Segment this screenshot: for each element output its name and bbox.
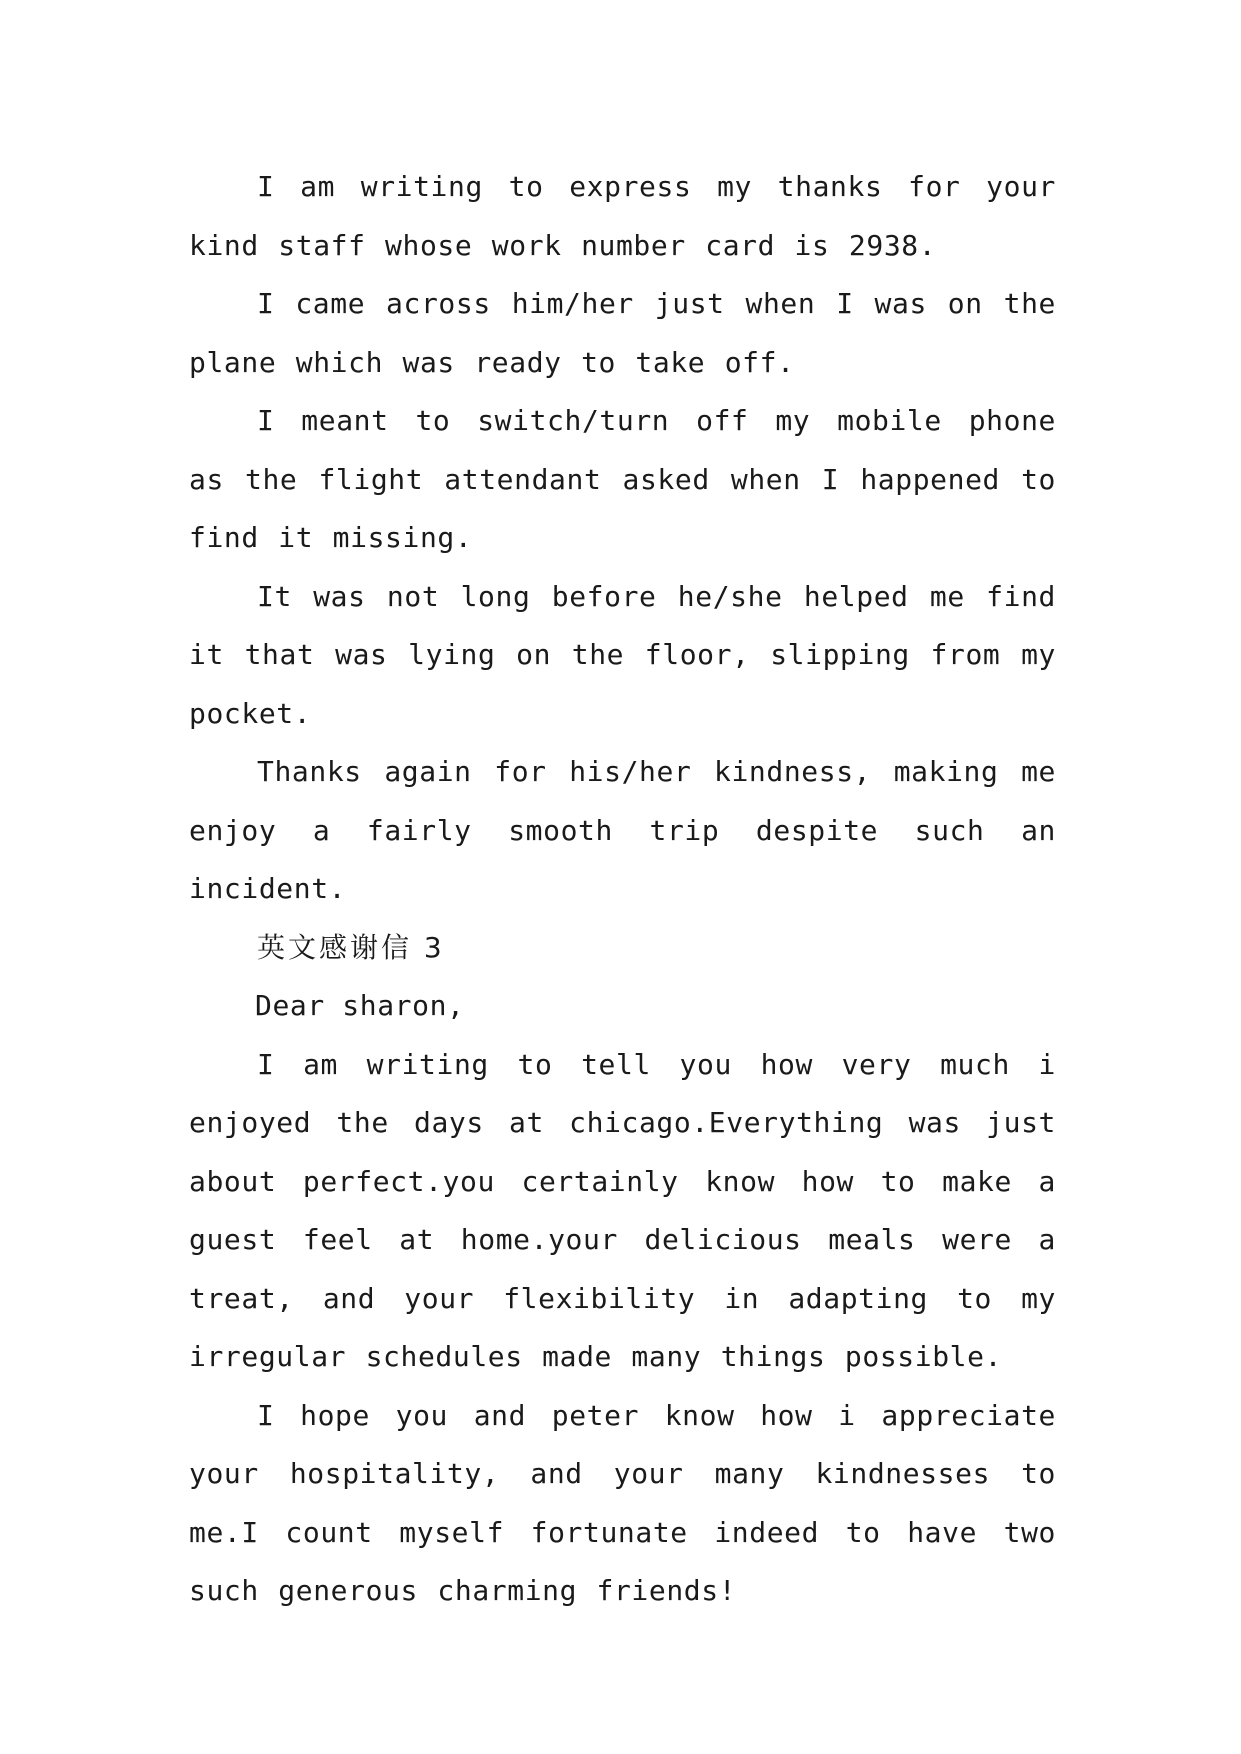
salutation: Dear sharon, [255,989,465,1022]
paragraph-enjoyed-days: I am writing to tell you how very much i enjoyed the days at chicago.Everything was just about perfect.you certainly know how to make a guest feel at home.your delicious meals were a treat, and your flexibility in adapting to my irregular schedules made many things possible. [189,1047,1056,1373]
paragraph-came-across: I came across him/her just when I was on the plane which was ready to take off. [189,287,1056,379]
paragraph-phone-missing: I meant to switch/turn off my mobile phone as the flight attendant asked when I happened to find it missing. [189,404,1056,554]
paragraph-hospitality: I hope you and peter know how i appreciate your hospitality, and your many kindnesses to me.I count myself fortunate indeed to have two such generous charming friends! [189,1398,1056,1607]
paragraph-thanks-staff: I am writing to express my thanks for your kind staff whose work number card is 2938. [189,170,1056,262]
letter-body [189,158,1056,1621]
section-heading: 英文感谢信 3 [257,930,445,964]
paragraph-thanks-again: Thanks again for his/her kindness, making me enjoy a fairly smooth trip despite such an incident. [189,755,1056,905]
paragraph-found-phone: It was not long before he/she helped me find it that was lying on the floor, slipping from my pocket. [189,579,1056,730]
